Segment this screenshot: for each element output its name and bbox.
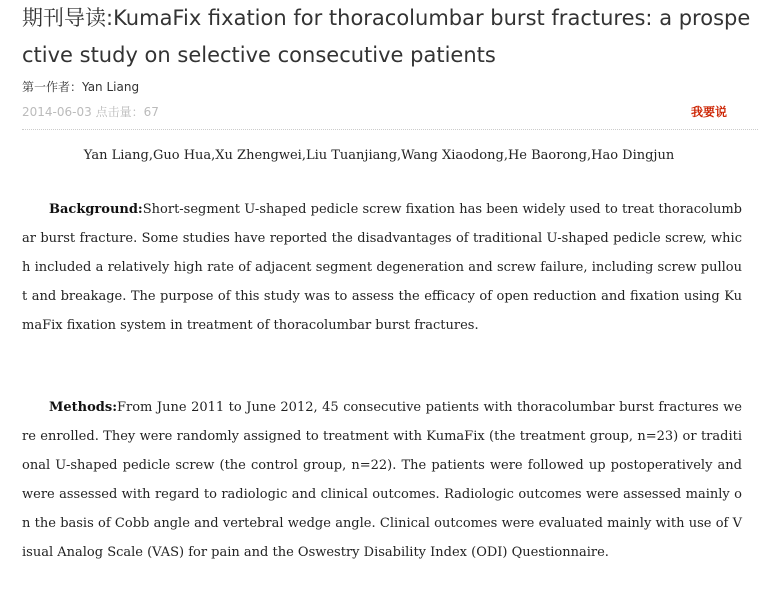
first-author-name: Yan Liang [82,80,140,94]
background-label: Background: [49,202,143,217]
views-label: 点击量： [95,105,144,119]
background-paragraph [22,195,742,340]
first-author-line [22,78,139,95]
comment-link[interactable]: 我要说 [691,105,728,119]
views-count: 67 [143,105,159,119]
first-author-label: 第一作者： [22,80,83,94]
article-meta [22,103,159,120]
methods-label: Methods: [49,400,117,415]
divider [22,129,758,130]
article-title: 期刊导读:KumaFix fixation for thoracolumbar burst fractures: a prospective study on selective consecutive patients [22,6,751,67]
background-text: Short-segment U-shaped pedicle screw fixation has been widely used to treat thoracolumbar burst fracture. Some studies have reported the disadvantages of traditional U-shaped pedicle screw, which included a relatively high rate of adjacent segment degeneration and screw failure, including screw pullout and breakage. The purpose of this study was to assess the efficacy of open reduction and fixation using KumaFix fixation system in treatment of thoracolumbar burst fractures. [22,202,742,333]
methods-paragraph [22,393,742,567]
author-list: Yan Liang,Guo Hua,Xu Zhengwei,Liu Tuanjiang,Wang Xiaodong,He Baorong,Hao Dingjun [83,148,675,163]
methods-text: From June 2011 to June 2012, 45 consecutive patients with thoracolumbar burst fractures were enrolled. They were randomly assigned to treatment with KumaFix (the treatment group, n=23) or traditional U-shaped pedicle screw (the control group, n=22). The patients were followed up postoperatively and were assessed with regard to radiologic and clinical outcomes. Radiologic outcomes were assessed mainly on the basis of Cobb angle and vertebral wedge angle. Clinical outcomes were evaluated mainly with use of Visual Analog Scale (VAS) for pain and the Oswestry Disability Index (ODI) Questionnaire. [22,400,742,560]
publish-date: 2014-06-03 [22,105,92,119]
